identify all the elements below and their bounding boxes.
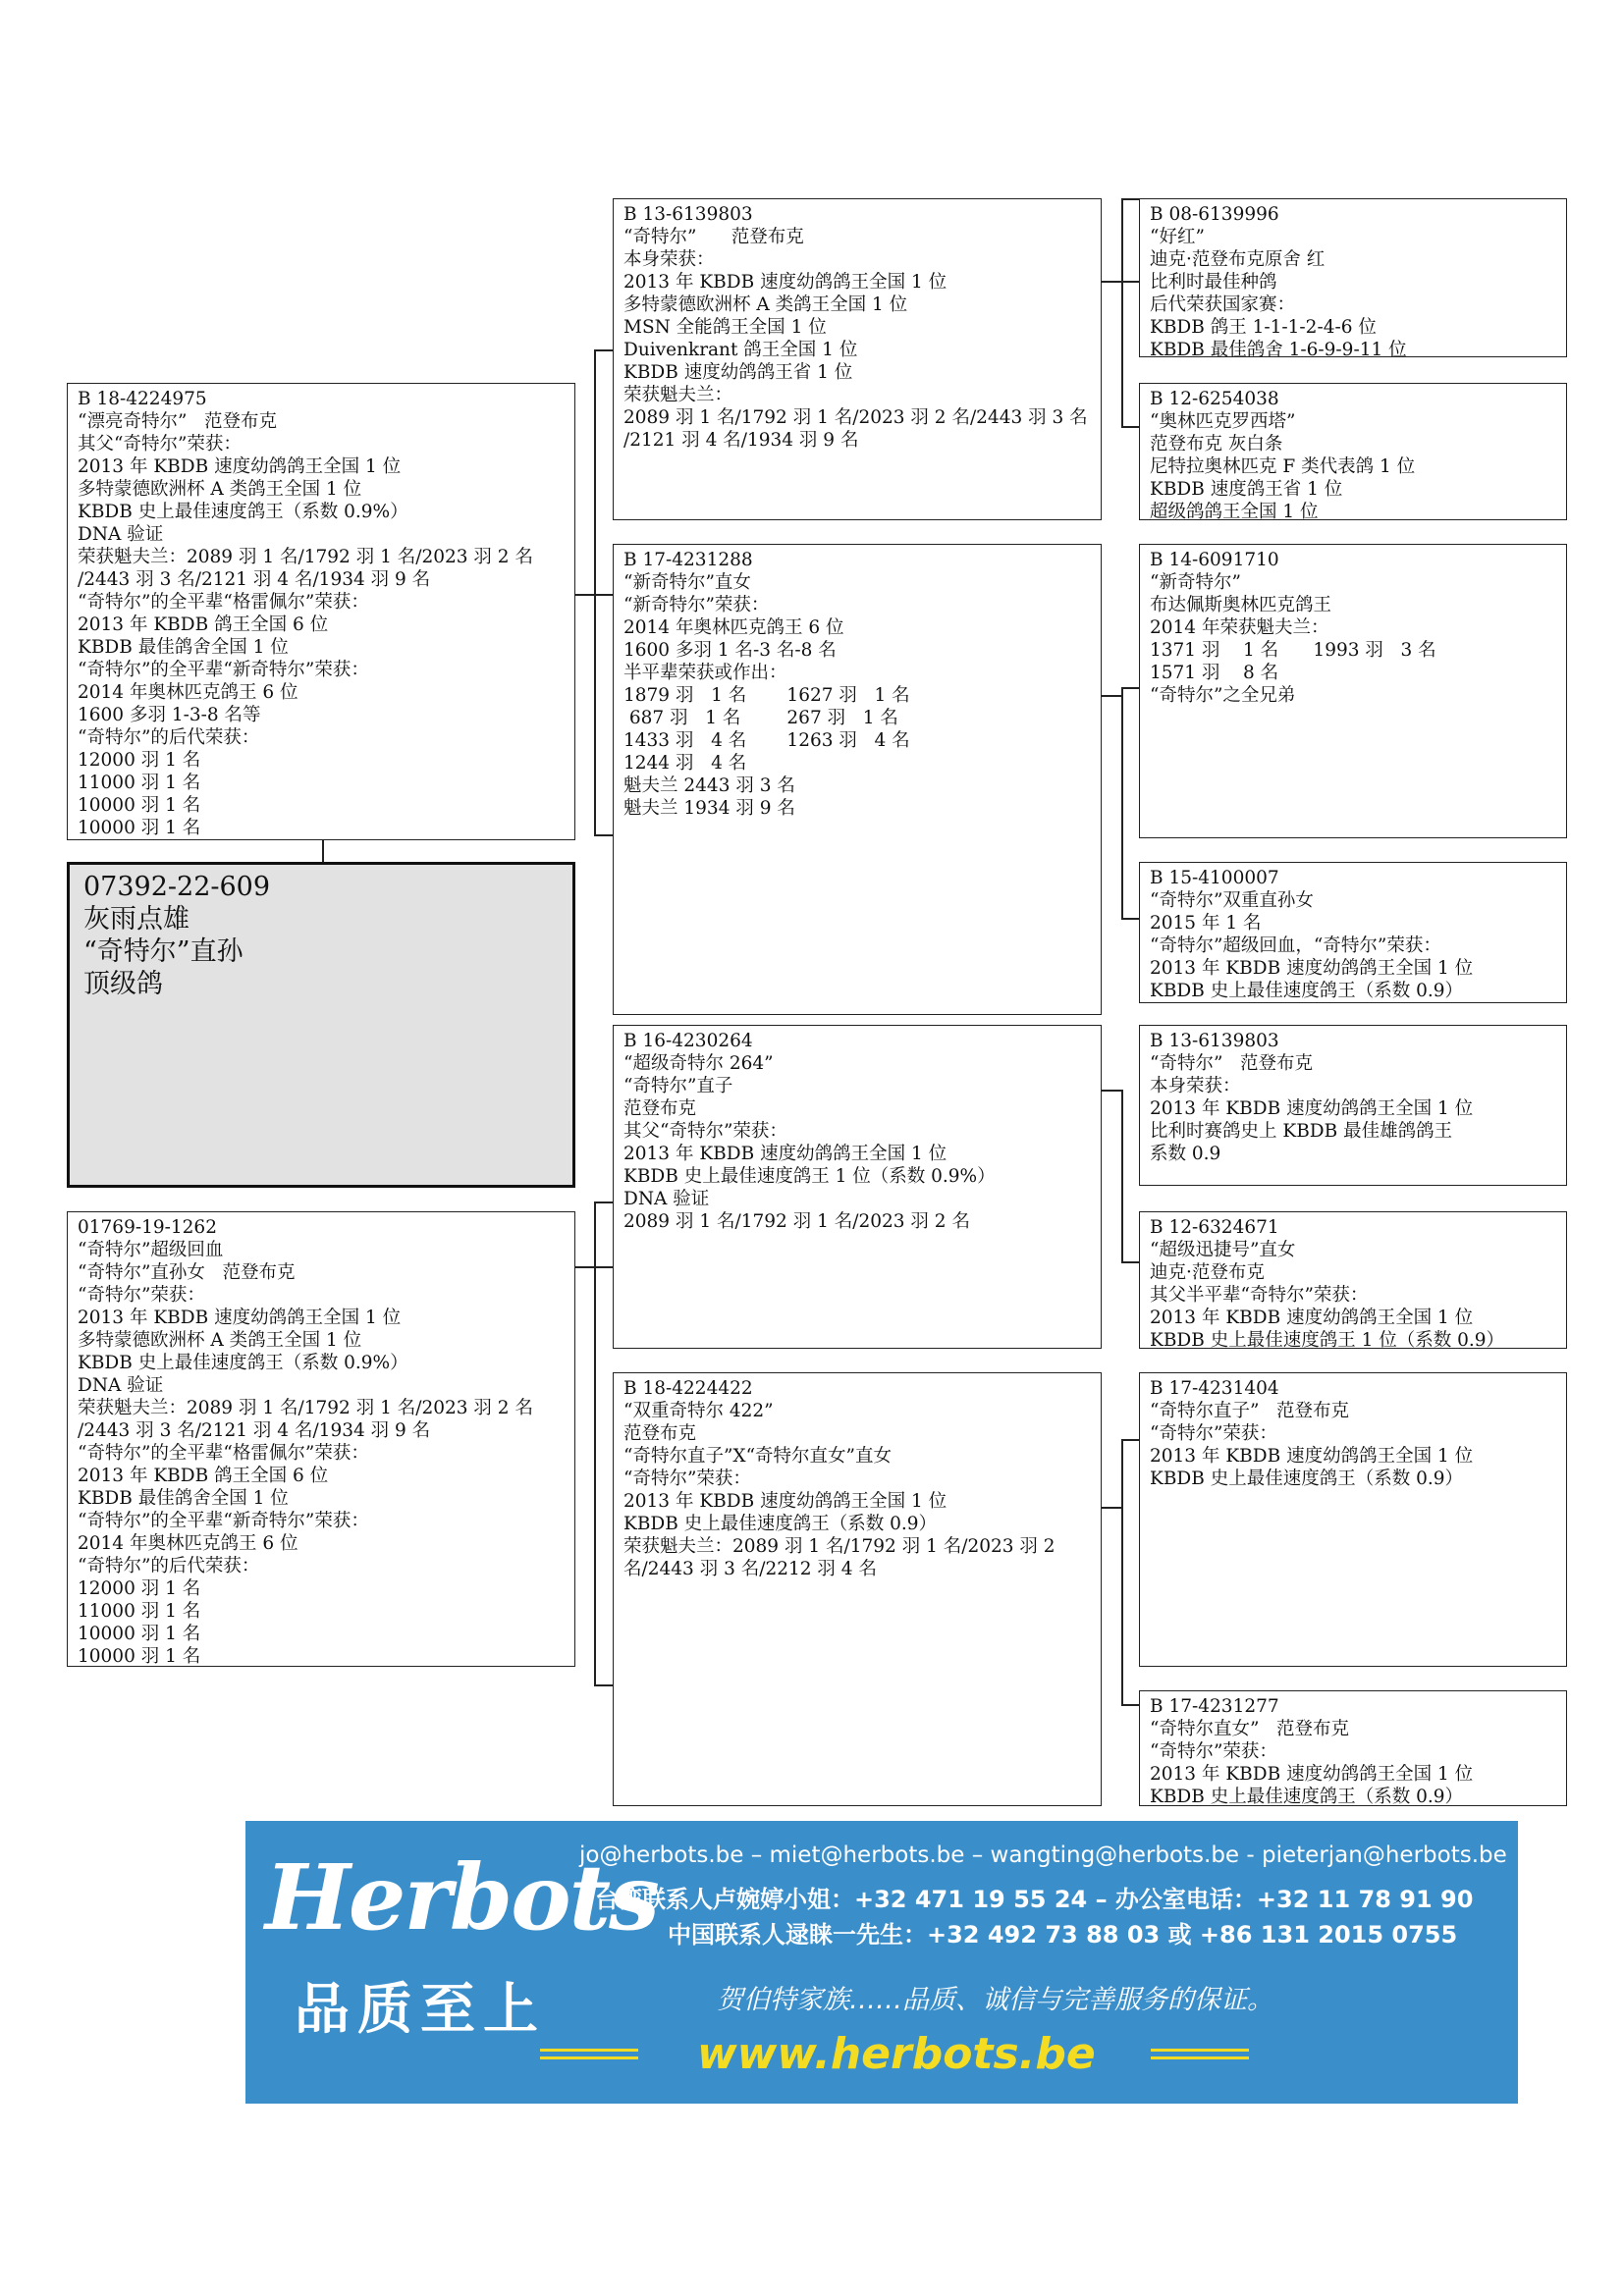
connector (594, 349, 596, 835)
sire-dam-box (613, 544, 1102, 1015)
pedigree-line: 本身荣获： (1150, 1076, 1241, 1096)
decorative-line (540, 2056, 638, 2059)
pedigree-line: “奇特尔”荣获： (1150, 1423, 1277, 1444)
pedigree-line: 2013 年 KBDB 速度幼鸽鸽王全国 1 位 (1150, 958, 1474, 979)
pedigree-line: /2121 羽 4 名/1934 羽 9 名 (623, 430, 859, 451)
taiwan-contact: 台湾联系人卢婉婷小姐：+32 471 19 55 24 – 办公室电话：+32 11 78 91 90 (595, 1886, 1474, 1913)
pedigree-line: 2013 年 KBDB 速度幼鸽鸽王全国 1 位 (623, 1491, 947, 1512)
pedigree-line: 荣获魁夫兰：2089 羽 1 名/1792 羽 1 名/2023 羽 2 (623, 1536, 1056, 1557)
pedigree-line: 范登布克 (623, 1423, 697, 1444)
pedigree-line: “奇特尔”的后代荣获： (78, 727, 260, 748)
pedigree-line: DNA 验证 (78, 1375, 164, 1396)
pedigree-line: KBDB 鸽王 1-1-1-2-4-6 位 (1150, 317, 1377, 338)
pedigree-line: 10000 羽 1 名 (78, 1624, 201, 1644)
pedigree-line: 2013 年 KBDB 速度幼鸽鸽王全国 1 位 (1150, 1308, 1474, 1328)
pedigree-line: 2013 年 KBDB 速度幼鸽鸽王全国 1 位 (78, 456, 402, 477)
pedigree-line: 10000 羽 1 名 (78, 1646, 201, 1667)
sire-sire-box (613, 198, 1102, 520)
ring-number: B 16-4230264 (623, 1031, 753, 1051)
connector (1121, 1439, 1123, 1704)
pedigree-line: 1571 羽 8 名 (1150, 663, 1279, 683)
pedigree-line: 比利时赛鸽史上 KBDB 最佳雄鸽鸽王 (1150, 1121, 1453, 1142)
pedigree-line: 魁夫兰 2443 羽 3 名 (623, 775, 795, 796)
ring-number: B 18-4224422 (623, 1378, 753, 1399)
pedigree-line: 超级鸽鸽王全国 1 位 (1150, 502, 1319, 520)
pedigree-line: /2443 羽 3 名/2121 羽 4 名/1934 羽 9 名 (78, 569, 431, 590)
pedigree-line: DNA 验证 (78, 524, 164, 545)
pedigree-line: KBDB 史上最佳速度鸽王 1 位（系数 0.9%） (623, 1166, 996, 1187)
pedigree-line: 系数 0.9 (1150, 1144, 1221, 1164)
pedigree-line: “奇特尔”的全平辈“新奇特尔”荣获： (78, 1511, 369, 1531)
sire-dam-sire-box (1139, 544, 1567, 838)
pedigree-line: KBDB 速度鸽王省 1 位 (1150, 479, 1343, 500)
connector (1121, 1261, 1141, 1263)
pedigree-line: 11000 羽 1 名 (78, 773, 201, 793)
pedigree-line: 1244 羽 4 名 (623, 753, 747, 774)
pedigree-line: 比利时最佳种鸽 (1150, 272, 1277, 293)
pedigree-line: 半平辈荣获或作出： (623, 663, 787, 683)
connector (1121, 426, 1141, 428)
pedigree-line: 1433 羽 4 名 1263 羽 4 名 (623, 730, 910, 751)
pedigree-line: KBDB 最佳鸽舍全国 1 位 (78, 637, 289, 658)
ring-number: B 15-4100007 (1150, 868, 1279, 888)
pedigree-line: KBDB 史上最佳速度鸽王（系数 0.9） (623, 1514, 938, 1534)
pedigree-line: Duivenkrant 鸽王全国 1 位 (623, 340, 858, 360)
ring-number: B 12-6324671 (1150, 1217, 1279, 1238)
pedigree-line: 多特蒙德欧洲杯 A 类鸽王全国 1 位 (623, 294, 908, 315)
pedigree-line: 名/2443 羽 3 名/2212 羽 4 名 (623, 1559, 877, 1579)
ring-number: B 18-4224975 (78, 389, 207, 409)
pedigree-line: KBDB 史上最佳速度鸽王（系数 0.9） (1150, 1787, 1464, 1806)
pedigree-line: 尼特拉奥林匹克 F 类代表鸽 1 位 (1150, 456, 1416, 477)
herbots-logo: Herbots (265, 1844, 658, 1950)
dam-sire-box (613, 1025, 1102, 1349)
pedigree-line: KBDB 最佳鸽舍全国 1 位 (78, 1488, 289, 1509)
pedigree-line: “奇特尔直子”X“奇特尔直女”直女 (623, 1446, 893, 1467)
pedigree-line: 荣获魁夫兰：2089 羽 1 名/1792 羽 1 名/2023 羽 2 名 (78, 547, 533, 567)
ring-number: B 14-6091710 (1150, 550, 1279, 570)
sire-box (67, 383, 575, 840)
pedigree-line: 2014 年奥林匹克鸽王 6 位 (78, 682, 298, 703)
slogan: 贺伯特家族……品质、诚信与完善服务的保证。 (717, 1985, 1273, 2015)
connector (1121, 198, 1123, 427)
website-link[interactable]: www.herbots.be (697, 2029, 1096, 2079)
ring-number: B 12-6254038 (1150, 389, 1279, 409)
pedigree-line: 2014 年奥林匹克鸽王 6 位 (623, 617, 844, 638)
connector (1121, 687, 1141, 689)
pedigree-line: 荣获魁夫兰： (623, 385, 733, 405)
pedigree-line: 多特蒙德欧洲杯 A 类鸽王全国 1 位 (78, 479, 362, 500)
connector (1102, 1090, 1121, 1092)
pedigree-line: “奇特尔”的全平辈“格雷佩尔”荣获： (78, 1443, 369, 1464)
connector (1102, 1507, 1121, 1509)
pedigree-line: “奇特尔直子” 范登布克 (1150, 1401, 1350, 1421)
pedigree-line: KBDB 史上最佳速度鸽王 1 位（系数 0.9） (1150, 1330, 1505, 1349)
ring-number: B 08-6139996 (1150, 204, 1279, 225)
pedigree-line: 687 羽 1 名 267 羽 1 名 (623, 708, 898, 728)
pedigree-line: 本身荣获： (623, 249, 715, 270)
china-contact: 中国联系人逯睐一先生：+32 492 73 88 03 或 +86 131 2015 0755 (668, 1921, 1458, 1949)
connector (322, 840, 324, 862)
contact-emails[interactable]: jo@herbots.be – miet@herbots.be – wangting@herbots.be - pieterjan@herbots.be (579, 1842, 1507, 1868)
pedigree-line: KBDB 速度幼鸽鸽王省 1 位 (623, 362, 853, 383)
pedigree-line: “奇特尔”之全兄弟 (1150, 685, 1296, 706)
ring-number: B 13-6139803 (1150, 1031, 1279, 1051)
dam-box (67, 1211, 575, 1667)
pedigree-line: “奥林匹克罗西塔” (1150, 411, 1296, 432)
decorative-line (1151, 2056, 1249, 2059)
pedigree-line: “奇特尔”直子 (623, 1076, 733, 1096)
decorative-line (1151, 2049, 1249, 2052)
dam-dam-sire-box (1139, 1372, 1567, 1667)
connector (594, 1201, 596, 1684)
pedigree-line: “奇特尔”直孙女 范登布克 (78, 1262, 296, 1283)
dam-sire-sire-box (1139, 1025, 1567, 1186)
pedigree-line: 10000 羽 1 名 (78, 795, 201, 816)
pedigree-line: “奇特尔”的后代荣获： (78, 1556, 260, 1576)
pedigree-line: 11000 羽 1 名 (78, 1601, 201, 1622)
connector (1121, 1439, 1141, 1441)
pedigree-line: “新奇特尔”荣获： (623, 595, 770, 615)
pedigree-line: “奇特尔”直孙 (83, 936, 244, 967)
pedigree-line: KBDB 史上最佳速度鸽王（系数 0.9） (1150, 1468, 1464, 1489)
pedigree-line: 其父“奇特尔”荣获： (623, 1121, 787, 1142)
connector (1102, 695, 1121, 697)
pedigree-line: “奇特尔”双重直孙女 (1150, 890, 1314, 911)
pedigree-line: 2014 年荣获魁夫兰： (1150, 617, 1329, 638)
pedigree-line: “超级奇特尔 264” (623, 1053, 774, 1074)
connector (594, 1201, 615, 1203)
pedigree-line: 后代荣获国家赛： (1150, 294, 1296, 315)
pedigree-line: /2443 羽 3 名/2121 羽 4 名/1934 羽 9 名 (78, 1420, 431, 1441)
sire-sire-sire-box (1139, 198, 1567, 357)
pedigree-line: 2013 年 KBDB 速度幼鸽鸽王全国 1 位 (78, 1308, 402, 1328)
pedigree-line: 2013 年 KBDB 速度幼鸽鸽王全国 1 位 (1150, 1098, 1474, 1119)
pedigree-line: 2013 年 KBDB 鸽王全国 6 位 (78, 1466, 329, 1486)
pedigree-line: “奇特尔” 范登布克 (1150, 1053, 1314, 1074)
dam-dam-dam-box (1139, 1690, 1567, 1806)
connector (1121, 687, 1123, 919)
pedigree-line: “超级迅捷号”直女 (1150, 1240, 1296, 1260)
pedigree-line: 2014 年奥林匹克鸽王 6 位 (78, 1533, 298, 1554)
pedigree-line: 2013 年 KBDB 速度幼鸽鸽王全国 1 位 (623, 1144, 947, 1164)
herbots-banner (245, 1821, 1518, 2104)
pedigree-line: 荣获魁夫兰：2089 羽 1 名/1792 羽 1 名/2023 羽 2 名 (78, 1398, 533, 1418)
pedigree-line: 2013 年 KBDB 鸽王全国 6 位 (78, 614, 329, 635)
pedigree-line: 灰雨点雄 (83, 904, 189, 934)
pedigree-line: 2089 羽 1 名/1792 羽 1 名/2023 羽 2 名 (623, 1211, 970, 1232)
sire-dam-dam-box (1139, 862, 1567, 1003)
pedigree-line: “新奇特尔” (1150, 572, 1241, 593)
pedigree-line: 2089 羽 1 名/1792 羽 1 名/2023 羽 2 名/2443 羽 3 名 (623, 407, 1088, 428)
pedigree-line: “奇特尔直女” 范登布克 (1150, 1719, 1350, 1739)
pedigree-line: “双重奇特尔 422” (623, 1401, 774, 1421)
pedigree-line: DNA 验证 (623, 1189, 710, 1209)
pedigree-line: 1600 多羽 1-3-8 名等 (78, 705, 261, 725)
decorative-line (540, 2049, 638, 2052)
pedigree-line: 范登布克 灰白条 (1150, 434, 1283, 454)
pedigree-line: 多特蒙德欧洲杯 A 类鸽王全国 1 位 (78, 1330, 362, 1351)
pedigree-line: 2013 年 KBDB 速度幼鸽鸽王全国 1 位 (1150, 1446, 1474, 1467)
tagline: 品质至上 (295, 1978, 546, 2042)
pedigree-line: “奇特尔”的全平辈“新奇特尔”荣获： (78, 660, 369, 680)
pedigree-line: “奇特尔”超级回血，“奇特尔”荣获： (1150, 935, 1441, 956)
connector (594, 834, 615, 836)
ring-number: B 17-4231404 (1150, 1378, 1279, 1399)
pedigree-line: KBDB 最佳鸽舍 1-6-9-9-11 位 (1150, 340, 1407, 357)
sire-sire-dam-box (1139, 383, 1567, 520)
pedigree-line: 迪克·范登布克 (1150, 1262, 1265, 1283)
pedigree-line: “奇特尔”的全平辈“格雷佩尔”荣获： (78, 592, 369, 613)
connector (1121, 1704, 1141, 1706)
pedigree-line: 迪克·范登布克原舍 红 (1150, 249, 1326, 270)
connector (594, 349, 615, 351)
connector (1121, 918, 1141, 920)
ring-number: B 17-4231288 (623, 550, 753, 570)
pedigree-line: 2013 年 KBDB 速度幼鸽鸽王全国 1 位 (1150, 1764, 1474, 1785)
pedigree-line: 1879 羽 1 名 1627 羽 1 名 (623, 685, 910, 706)
pedigree-line: 1600 多羽 1 名-3 名-8 名 (623, 640, 837, 661)
pedigree-line: 顶级鸽 (83, 969, 163, 999)
pedigree-line: 范登布克 (623, 1098, 697, 1119)
pedigree-line: 布达佩斯奥林匹克鸽王 (1150, 595, 1332, 615)
connector (594, 1684, 615, 1686)
pedigree-line: “奇特尔”超级回血 (78, 1240, 224, 1260)
ring-number: 07392-22-609 (83, 872, 271, 902)
dam-dam-box (613, 1372, 1102, 1806)
pedigree-line: 其父“奇特尔”荣获： (78, 434, 242, 454)
dam-sire-dam-box (1139, 1211, 1567, 1349)
pedigree-line: “奇特尔”荣获： (78, 1285, 205, 1306)
pedigree-line: 10000 羽 1 名 (78, 818, 201, 838)
pedigree-line: “好红” (1150, 227, 1205, 247)
pedigree-line: “奇特尔”荣获： (1150, 1741, 1277, 1762)
pedigree-line: 2013 年 KBDB 速度幼鸽鸽王全国 1 位 (623, 272, 947, 293)
ring-number: 01769-19-1262 (78, 1217, 217, 1238)
pedigree-line: “漂亮奇特尔” 范登布克 (78, 411, 278, 432)
pedigree-line: 12000 羽 1 名 (78, 750, 201, 771)
pedigree-line: KBDB 史上最佳速度鸽王（系数 0.9%） (78, 1353, 408, 1373)
connector (1121, 198, 1141, 200)
ring-number: B 13-6139803 (623, 204, 753, 225)
connector (1121, 1090, 1123, 1261)
pedigree-line: 其父半平辈“奇特尔”荣获： (1150, 1285, 1369, 1306)
pedigree-line: MSN 全能鸽王全国 1 位 (623, 317, 827, 338)
pedigree-line: 1371 羽 1 名 1993 羽 3 名 (1150, 640, 1436, 661)
pedigree-line: KBDB 史上最佳速度鸽王（系数 0.9%） (78, 502, 408, 522)
pedigree-line: “奇特尔”荣获： (623, 1468, 751, 1489)
pedigree-line: 2015 年 1 名 (1150, 913, 1262, 934)
ring-number: B 17-4231277 (1150, 1696, 1279, 1717)
pedigree-line: “新奇特尔”直女 (623, 572, 751, 593)
pedigree-line: KBDB 史上最佳速度鸽王（系数 0.9） (1150, 981, 1464, 1001)
pedigree-line: 12000 羽 1 名 (78, 1578, 201, 1599)
pedigree-line: 魁夫兰 1934 羽 9 名 (623, 798, 795, 819)
subject-box (67, 862, 575, 1188)
pedigree-line: “奇特尔” 范登布克 (623, 227, 804, 247)
